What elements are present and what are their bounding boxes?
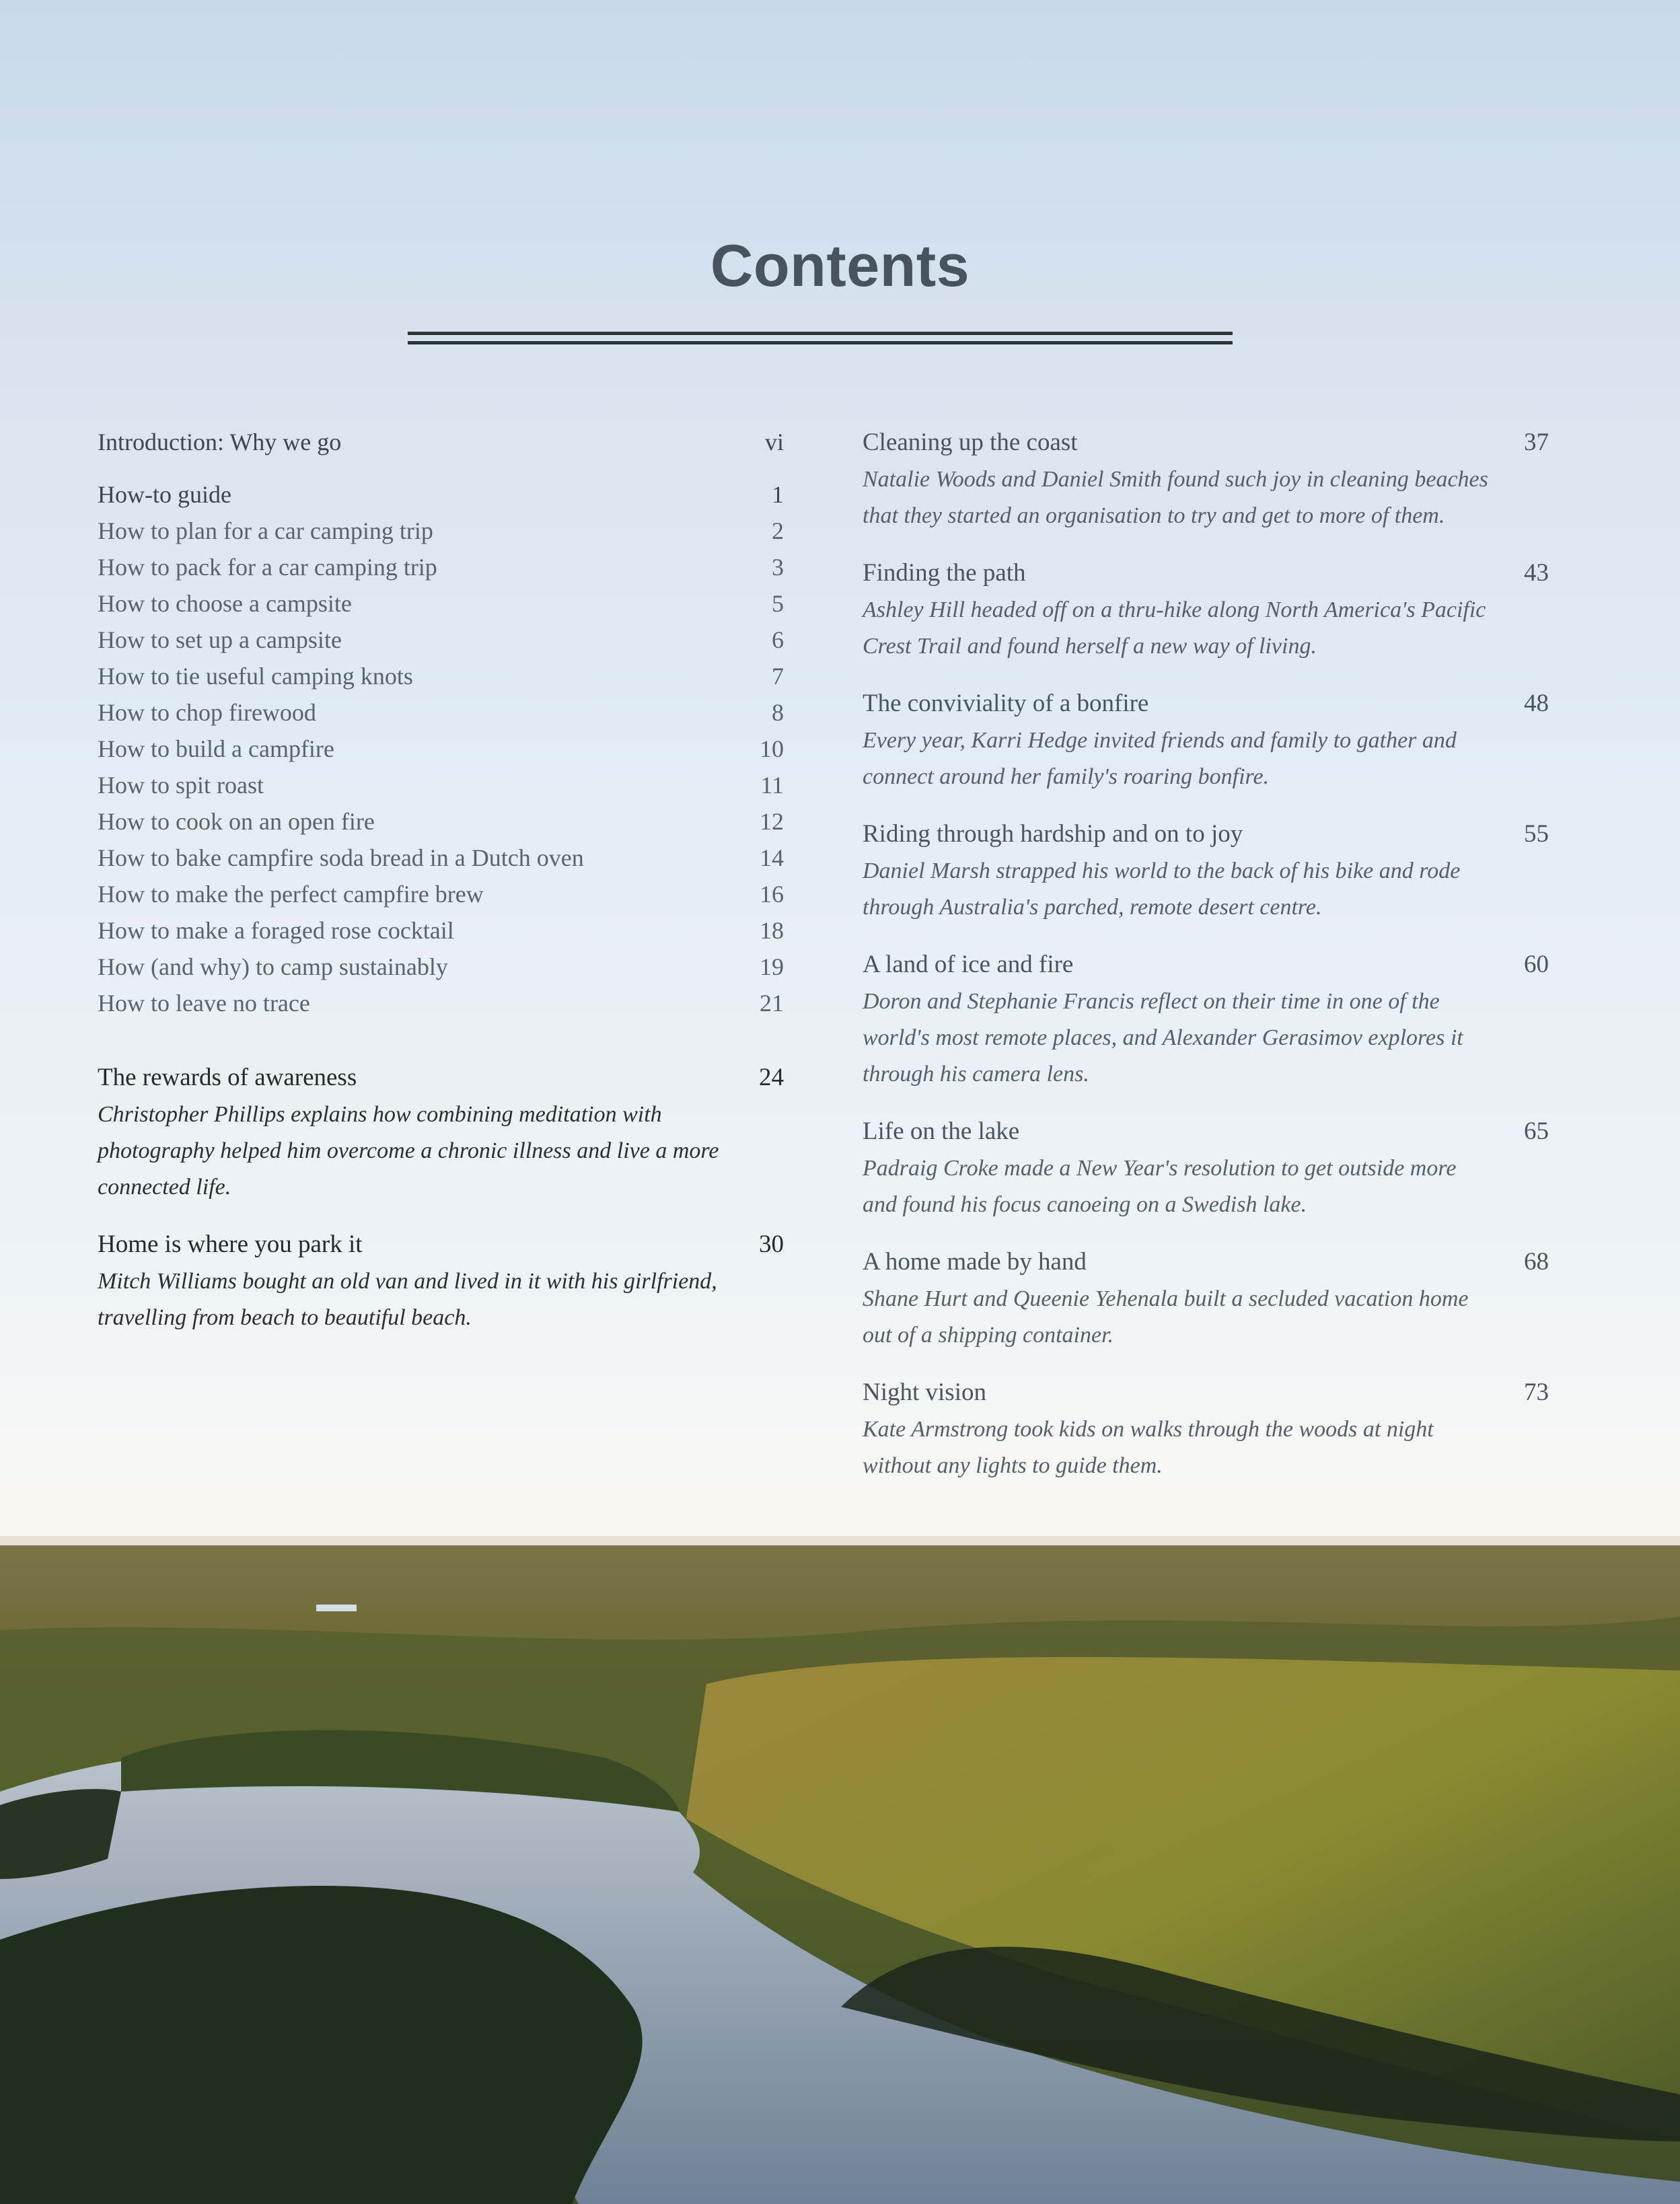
- toc-entry-introduction[interactable]: [98, 424, 784, 460]
- toc-feature-entry[interactable]: [863, 1374, 1549, 1484]
- entry-title: How to plan for a car camping trip: [98, 517, 433, 544]
- entry-title: How to chop firewood: [98, 699, 316, 726]
- toc-entry[interactable]: [98, 803, 784, 840]
- feature-title: Home is where you park it: [98, 1230, 363, 1258]
- entry-title: How to choose a campsite: [98, 590, 352, 617]
- entry-page-number: 11: [760, 772, 784, 799]
- toc-feature-entry[interactable]: [863, 685, 1549, 795]
- feature-description: Every year, Karri Hedge invited friends and family to gather and connect around her family's roaring bonfire.: [863, 728, 1457, 789]
- toc-feature-entry[interactable]: [863, 554, 1549, 665]
- toc-feature-entry[interactable]: [863, 946, 1549, 1093]
- entry-page-number: 6: [772, 626, 784, 653]
- entry-page-number: 5: [772, 590, 784, 617]
- toc-entry[interactable]: [98, 949, 784, 985]
- entry-page-number: 8: [772, 699, 784, 726]
- entry-title: How to leave no trace: [98, 990, 310, 1017]
- toc-entry[interactable]: [98, 694, 784, 731]
- entry-page-number: 60: [1524, 951, 1549, 978]
- entry-page-number: 55: [1524, 820, 1549, 848]
- feature-title: Life on the lake: [863, 1117, 1020, 1145]
- feature-title: A land of ice and fire: [863, 951, 1074, 978]
- toc-entry[interactable]: [98, 513, 784, 549]
- entry-page-number: 68: [1524, 1248, 1549, 1276]
- entry-title: Introduction: Why we go: [98, 429, 342, 455]
- toc-entry[interactable]: [98, 767, 784, 803]
- entry-title: How to build a campfire: [98, 735, 334, 762]
- toc-feature-entry[interactable]: [98, 1059, 784, 1206]
- entry-page-number: 1: [772, 481, 784, 508]
- toc-entry-howto-guide[interactable]: [98, 476, 784, 513]
- entry-title: How to bake campfire soda bread in a Dutch oven: [98, 844, 584, 871]
- entry-page-number: 65: [1524, 1117, 1549, 1145]
- contents-left-column: [98, 424, 784, 1356]
- entry-page-number: 43: [1524, 559, 1549, 587]
- entry-page-number: 12: [760, 808, 784, 835]
- entry-page-number: 19: [760, 953, 784, 980]
- entry-page-number: 48: [1524, 690, 1549, 717]
- howto-section: [98, 476, 784, 1021]
- entry-page-number: vi: [764, 429, 784, 455]
- toc-entry[interactable]: [98, 876, 784, 912]
- feature-description: Doron and Stephanie Francis reflect on their time in one of the world's most remote places, and Alexander Gerasimov explores it through his camera lens.: [863, 989, 1463, 1087]
- toc-feature-entry[interactable]: [863, 1113, 1549, 1223]
- feature-description: Padraig Croke made a New Year's resolution to get outside more and found his focus canoeing on a Swedish lake.: [863, 1156, 1457, 1217]
- entry-page-number: 21: [760, 990, 784, 1017]
- entry-page-number: 7: [772, 663, 784, 690]
- entry-page-number: 16: [760, 881, 784, 908]
- entry-title: How (and why) to camp sustainably: [98, 953, 448, 980]
- entry-title: How to spit roast: [98, 772, 264, 799]
- toc-feature-entry[interactable]: [863, 1243, 1549, 1354]
- feature-description: Shane Hurt and Queenie Yehenala built a secluded vacation home out of a shipping container.: [863, 1286, 1469, 1348]
- toc-entry[interactable]: [98, 840, 784, 876]
- toc-entry[interactable]: [98, 912, 784, 949]
- entry-page-number: 18: [760, 917, 784, 944]
- entry-title: How to pack for a car camping trip: [98, 554, 437, 581]
- toc-feature-entry[interactable]: [863, 424, 1549, 534]
- entry-page-number: 73: [1524, 1379, 1549, 1406]
- section-title: How-to guide: [98, 481, 231, 508]
- entry-page-number: 14: [760, 844, 784, 871]
- landscape-photo: [0, 1536, 1680, 2204]
- entry-page-number: 3: [772, 554, 784, 581]
- feature-description: Daniel Marsh strapped his world to the back of his bike and rode through Australia's parched, remote desert centre.: [863, 858, 1461, 920]
- feature-title: Finding the path: [863, 559, 1026, 587]
- toc-entry[interactable]: [98, 658, 784, 694]
- feature-title: Night vision: [863, 1379, 986, 1406]
- toc-entry[interactable]: [98, 985, 784, 1021]
- entry-page-number: 24: [759, 1064, 784, 1091]
- entry-title: How to cook on an open fire: [98, 808, 375, 835]
- contents-right-column: [863, 424, 1549, 1504]
- title-rule-bottom: [408, 341, 1233, 344]
- feature-title: A home made by hand: [863, 1248, 1087, 1276]
- entry-page-number: 2: [772, 517, 784, 544]
- toc-feature-entry[interactable]: [98, 1226, 784, 1336]
- feature-title: Cleaning up the coast: [863, 429, 1078, 456]
- entry-title: How to make a foraged rose cocktail: [98, 917, 454, 944]
- feature-description: Mitch Williams bought an old van and lived in it with his girlfriend, travelling from beach to beautiful beach.: [98, 1269, 717, 1330]
- entry-title: How to tie useful camping knots: [98, 663, 413, 690]
- feature-title: Riding through hardship and on to joy: [863, 820, 1243, 848]
- page-title: Contents: [710, 231, 970, 299]
- entry-title: How to set up a campsite: [98, 626, 342, 653]
- entry-page-number: 37: [1524, 429, 1549, 456]
- entry-title: How to make the perfect campfire brew: [98, 881, 484, 908]
- toc-entry[interactable]: [98, 731, 784, 767]
- toc-entry[interactable]: [98, 585, 784, 622]
- toc-entry[interactable]: [98, 549, 784, 585]
- feature-description: Ashley Hill headed off on a thru-hike along North America's Pacific Crest Trail and found herself a new way of living.: [863, 597, 1486, 659]
- feature-description: Kate Armstrong took kids on walks through the woods at night without any lights to guide them.: [863, 1417, 1434, 1478]
- feature-title: The conviviality of a bonfire: [863, 690, 1149, 717]
- entry-page-number: 10: [760, 735, 784, 762]
- title-rule-top: [408, 332, 1233, 335]
- feature-title: The rewards of awareness: [98, 1064, 357, 1091]
- entry-page-number: 30: [759, 1230, 784, 1258]
- feature-description: Natalie Woods and Daniel Smith found such joy in cleaning beaches that they started an organisation to try and get to more of them.: [863, 467, 1488, 528]
- toc-feature-entry[interactable]: [863, 815, 1549, 926]
- feature-description: Christopher Phillips explains how combining meditation with photography helped him overcome a chronic illness and live a more connected life.: [98, 1102, 719, 1200]
- toc-entry[interactable]: [98, 622, 784, 658]
